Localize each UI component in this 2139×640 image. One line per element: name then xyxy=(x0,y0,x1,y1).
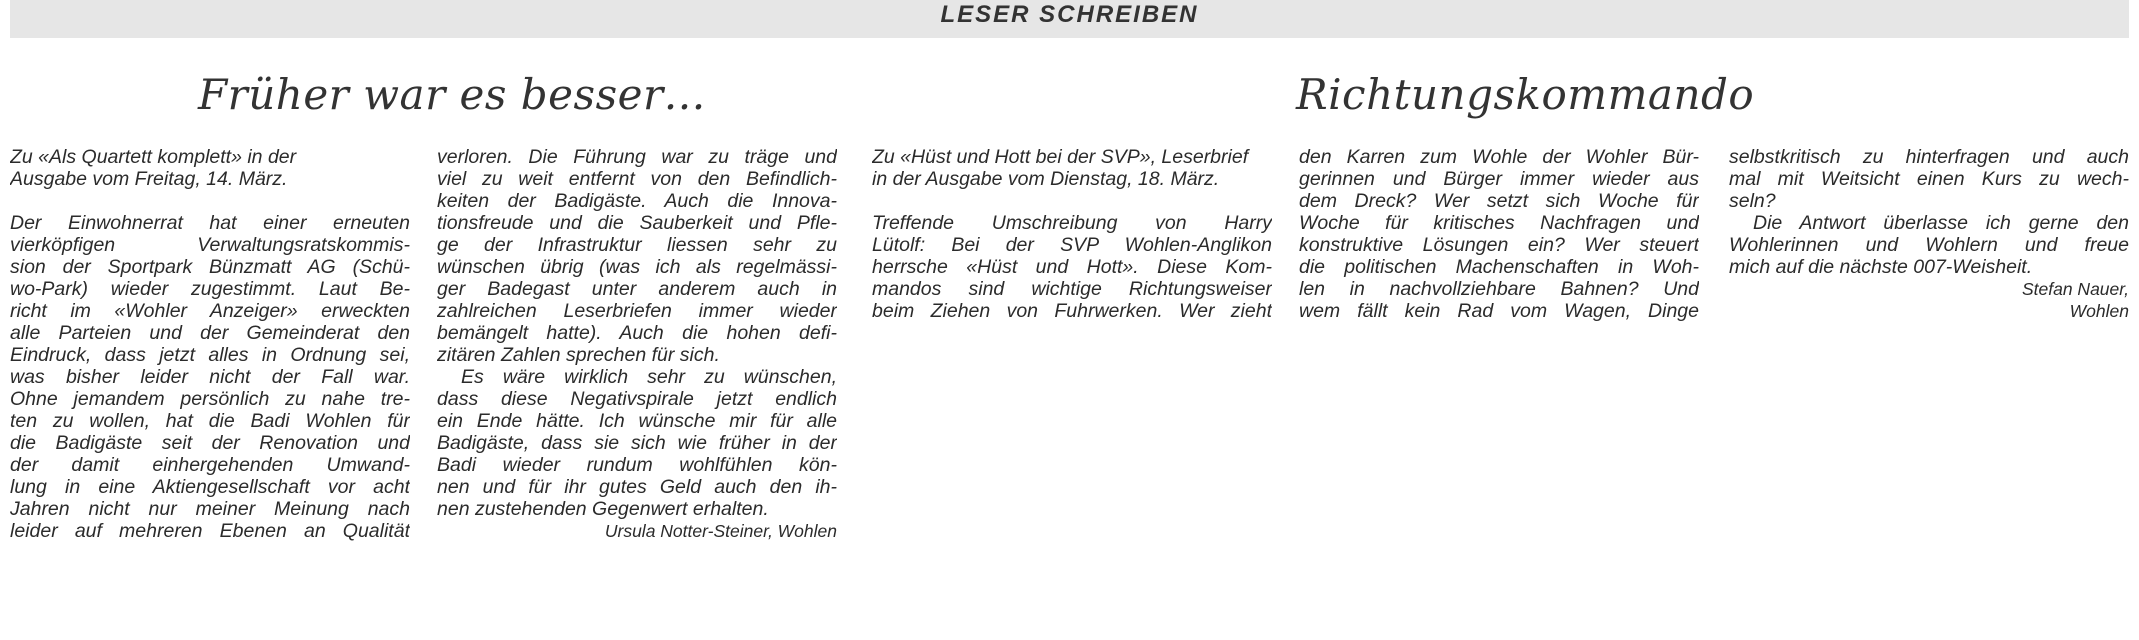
text-line: konstruktive Lösungen ein? Wer steuert xyxy=(1299,234,1699,256)
text-line: Wohlerinnen und Wohlern und freue xyxy=(1729,234,2129,256)
text-line xyxy=(872,190,1272,212)
author-signature: Ursula Notter-Steiner, Wohlen xyxy=(604,521,837,541)
text-line: alle Parteien und der Gemeinderat den xyxy=(10,322,410,344)
text-line: Woche für kritisches Nachfragen und xyxy=(1299,212,1699,234)
section-title: LESER SCHREIBEN xyxy=(940,1,1199,28)
text-line: mandos sind wichtige Richtungsweiser xyxy=(872,278,1272,300)
letter-1-column-2 xyxy=(437,146,837,542)
text-line: in der Ausgabe vom Dienstag, 18. März. xyxy=(872,168,1220,190)
text-line: leider auf mehreren Ebenen an Qualität xyxy=(10,520,410,542)
text-line: nen und für ihr gutes Geld auch den ih- xyxy=(437,476,837,498)
text-line: richt im «Wohler Anzeiger» erweckten xyxy=(10,300,410,322)
text-line: mal mit Weitsicht einen Kurs zu wech- xyxy=(1729,168,2129,190)
letter-2-column-3 xyxy=(1729,146,2129,322)
letter-2-column-2 xyxy=(1299,146,1699,322)
text-line: dem Dreck? Wer setzt sich Woche für xyxy=(1299,190,1699,212)
headline-richtungskommando: Richtungskommando xyxy=(1296,70,1755,119)
text-line: keiten der Badigäste. Auch die Innova- xyxy=(437,190,837,212)
section-header-bar xyxy=(10,0,2129,38)
text-line: Der Einwohnerrat hat einer erneuten xyxy=(10,212,410,234)
text-line: Badigäste, dass sie sich wie früher in der xyxy=(437,432,837,454)
text-line: mich auf die nächste 007-Weisheit. xyxy=(1729,256,2033,278)
text-line: zitären Zahlen sprechen für sich. xyxy=(437,344,720,366)
headline-frueher: Früher war es besser… xyxy=(198,70,707,119)
letter-2-column-1 xyxy=(872,146,1272,322)
author-signature: Wohlen xyxy=(2069,301,2129,321)
text-line: die politischen Machenschaften in Woh- xyxy=(1299,256,1699,278)
text-line: Ausgabe vom Freitag, 14. März. xyxy=(10,168,288,190)
text-line: beim Ziehen von Fuhrwerken. Wer zieht xyxy=(872,300,1272,322)
text-line: gerinnen und Bürger immer wieder aus xyxy=(1299,168,1699,190)
text-line: tionsfreude und die Sauberkeit und Pfle- xyxy=(437,212,837,234)
text-line: ger Badegast unter anderem auch in xyxy=(437,278,837,300)
text-line: Die Antwort überlasse ich gerne den xyxy=(1753,212,2129,234)
text-line: viel zu weit entfernt von den Befindlich- xyxy=(437,168,837,190)
text-line: Zu «Als Quartett komplett» in der xyxy=(10,146,297,168)
author-signature: Stefan Nauer, xyxy=(2021,279,2129,299)
text-line: Zu «Hüst und Hott bei der SVP», Leserbrief xyxy=(872,146,1249,168)
text-line: ten zu wollen, hat die Badi Wohlen für xyxy=(10,410,410,432)
text-line: vierköpfigen Verwaltungsratskommis- xyxy=(10,234,410,256)
text-line: herrsche «Hüst und Hott». Diese Kom- xyxy=(872,256,1272,278)
text-line: Treffende Umschreibung von Harry xyxy=(872,212,1272,234)
text-line: wo-Park) wieder zugestimmt. Laut Be- xyxy=(10,278,410,300)
text-line: der damit einhergehenden Umwand- xyxy=(10,454,410,476)
text-line: Lütolf: Bei der SVP Wohlen-Anglikon xyxy=(872,234,1272,256)
text-line: wem fällt kein Rad vom Wagen, Dinge xyxy=(1299,300,1699,322)
text-line: selbstkritisch zu hinterfragen und auch xyxy=(1729,146,2129,168)
text-line: zahlreichen Leserbriefen immer wieder xyxy=(437,300,837,322)
text-line: was bisher leider nicht der Fall war. xyxy=(10,366,410,388)
text-line: den Karren zum Wohle der Wohler Bür- xyxy=(1299,146,1699,168)
text-line xyxy=(10,190,410,212)
text-line: ein Ende hätte. Ich wünsche mir für alle xyxy=(437,410,837,432)
text-line: seln? xyxy=(1729,190,1776,212)
text-line: dass diese Negativspirale jetzt endlich xyxy=(437,388,837,410)
text-line: len in nachvollziehbare Bahnen? Und xyxy=(1299,278,1699,300)
text-line: verloren. Die Führung war zu träge und xyxy=(437,146,837,168)
text-line: bemängelt hatte). Auch die hohen defi- xyxy=(437,322,837,344)
text-line: nen zustehenden Gegenwert erhalten. xyxy=(437,498,769,520)
text-line: Jahren nicht nur meiner Meinung nach xyxy=(10,498,410,520)
text-line: sion der Sportpark Bünzmatt AG (Schü- xyxy=(10,256,410,278)
text-line: Es wäre wirklich sehr zu wünschen, xyxy=(461,366,837,388)
letter-1-column-1 xyxy=(10,146,410,542)
text-line: Eindruck, dass jetzt alles in Ordnung sei, xyxy=(10,344,410,366)
text-line: Ohne jemandem persönlich zu nahe tre- xyxy=(10,388,410,410)
text-line: die Badigäste seit der Renovation und xyxy=(10,432,410,454)
text-line: ge der Infrastruktur liessen sehr zu xyxy=(437,234,837,256)
text-line: wünschen übrig (was ich als regelmässi- xyxy=(437,256,837,278)
text-line: lung in eine Aktiengesellschaft vor acht xyxy=(10,476,410,498)
text-line: Badi wieder rundum wohlfühlen kön- xyxy=(437,454,837,476)
